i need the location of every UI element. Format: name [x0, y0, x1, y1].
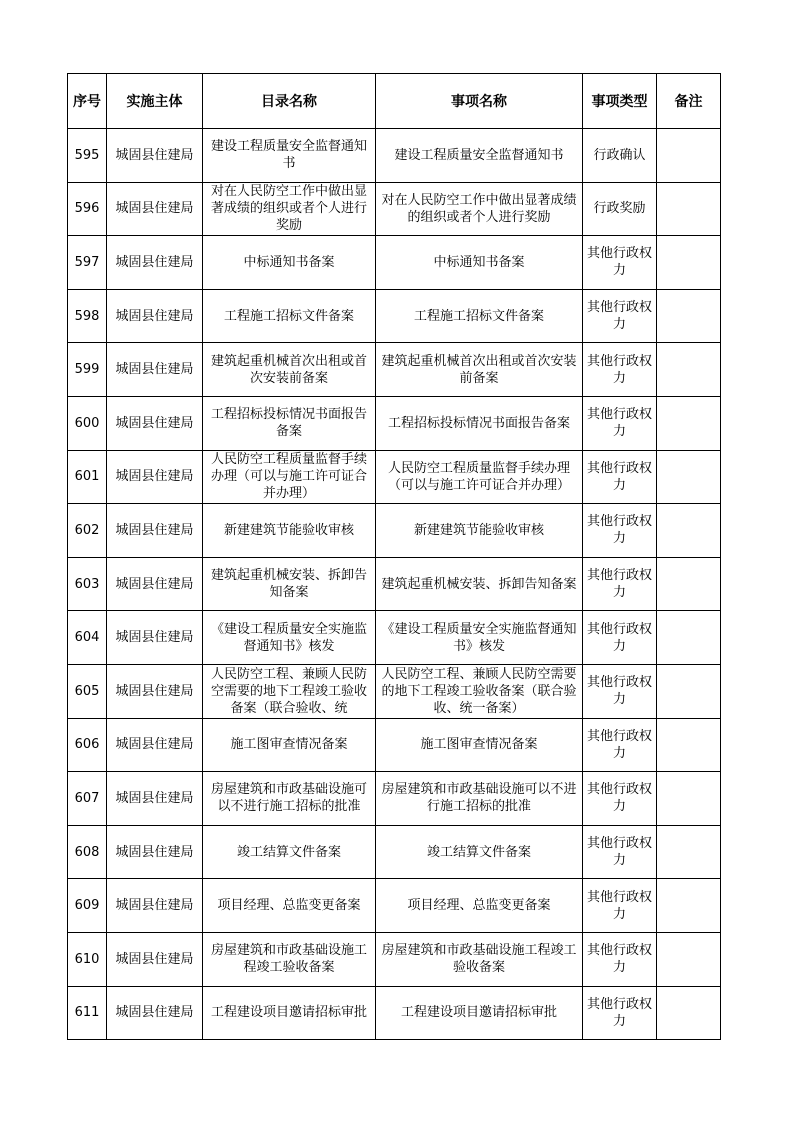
- catalog-name-cell: [203, 557, 376, 611]
- agency-cell: [107, 932, 203, 986]
- item-name-cell: [376, 932, 583, 986]
- table-row: [68, 450, 721, 504]
- row-number: [68, 129, 107, 183]
- table-row: [68, 396, 721, 450]
- catalog-name-cell-text: 新建建筑节能验收审核: [223, 522, 354, 538]
- row-number-text: 598: [74, 308, 100, 324]
- row-number-text: 605: [74, 683, 100, 699]
- agency-cell-text: 城固县住建局: [115, 683, 194, 699]
- agency-cell: [107, 504, 203, 558]
- catalog-name-cell: [203, 932, 376, 986]
- row-number-text: 604: [74, 630, 100, 646]
- catalog-name-cell-text: 工程施工招标文件备案: [223, 308, 354, 324]
- item-type-cell: [583, 343, 657, 397]
- note-cell: [657, 611, 721, 665]
- item-name-cell-text: 工程建设项目邀请招标审批: [400, 1005, 557, 1021]
- catalog-name-cell-text: 工程招标投标情况书面报告备案: [210, 407, 367, 440]
- row-number-text: 603: [74, 576, 100, 592]
- item-name-cell-text: 《建设工程质量安全实施监督通知书》核发: [381, 621, 577, 654]
- agency-cell-text: 城固县住建局: [115, 201, 194, 217]
- item-type-cell-text: 其他行政权力: [586, 300, 652, 333]
- row-number-text: 609: [74, 898, 100, 914]
- agency-cell: [107, 289, 203, 343]
- agency-cell-text: 城固县住建局: [115, 790, 194, 806]
- item-type-cell: [583, 504, 657, 558]
- row-number: [68, 879, 107, 933]
- item-table: [67, 73, 721, 1040]
- agency-cell: [107, 718, 203, 772]
- row-number-text: 601: [74, 469, 100, 485]
- item-type-cell: [583, 557, 657, 611]
- agency-cell: [107, 879, 203, 933]
- item-name-cell: [376, 664, 583, 718]
- agency-cell: [107, 772, 203, 826]
- note-cell: [657, 450, 721, 504]
- item-name-cell: [376, 986, 583, 1040]
- row-number-text: 596: [74, 201, 100, 217]
- agency-cell-text: 城固县住建局: [115, 362, 194, 378]
- item-type-cell: [583, 718, 657, 772]
- agency-cell-text: 城固县住建局: [115, 522, 194, 538]
- catalog-name-cell: [203, 236, 376, 290]
- item-type-cell-text: 其他行政权力: [586, 728, 652, 761]
- item-name-cell: [376, 718, 583, 772]
- item-type-cell: [583, 772, 657, 826]
- row-number: [68, 450, 107, 504]
- row-number-text: 600: [74, 415, 100, 431]
- row-number: [68, 986, 107, 1040]
- catalog-name-cell-text: 房屋建筑和市政基础设施工程竣工验收备案: [210, 943, 367, 976]
- item-type-cell-text: 其他行政权力: [586, 353, 652, 386]
- row-number: [68, 504, 107, 558]
- catalog-name-cell: [203, 396, 376, 450]
- note-cell: [657, 557, 721, 611]
- agency-cell: [107, 664, 203, 718]
- agency-cell-text: 城固县住建局: [115, 737, 194, 753]
- agency-cell: [107, 129, 203, 183]
- item-name-cell: [376, 396, 583, 450]
- item-name-cell: [376, 504, 583, 558]
- agency-cell: [107, 396, 203, 450]
- agency-cell: [107, 236, 203, 290]
- item-type-cell: [583, 289, 657, 343]
- item-name-cell-text: 房屋建筑和市政基础设施工程竣工验收备案: [381, 943, 577, 976]
- item-type-cell-text: 其他行政权力: [586, 782, 652, 815]
- item-type-cell: [583, 879, 657, 933]
- row-number-text: 597: [74, 254, 100, 270]
- catalog-name-cell-text: 竣工结算文件备案: [236, 844, 341, 860]
- catalog-name-cell-text: 中标通知书备案: [243, 254, 335, 270]
- item-name-cell-text: 建设工程质量安全监督通知书: [394, 147, 564, 163]
- row-number: [68, 343, 107, 397]
- row-number: [68, 718, 107, 772]
- table-row: [68, 557, 721, 611]
- item-name-cell-text: 建筑起重机械首次出租或首次安装前备案: [381, 353, 577, 386]
- header-no: 序号: [68, 74, 107, 129]
- note-cell: [657, 504, 721, 558]
- item-name-cell-text: 人民防空工程、兼顾人民防空需要的地下工程竣工验收备案（联合验收、统一备案）: [381, 666, 577, 716]
- item-type-cell-text: 其他行政权力: [586, 889, 652, 922]
- item-type-cell-text: 行政奖励: [593, 201, 646, 217]
- item-name-cell: [376, 611, 583, 665]
- table-row: [68, 236, 721, 290]
- item-type-cell: [583, 182, 657, 236]
- header-agency: 实施主体: [107, 74, 203, 129]
- item-name-cell-text: 项目经理、总监变更备案: [407, 898, 551, 914]
- note-cell: [657, 825, 721, 879]
- note-cell: [657, 129, 721, 183]
- item-name-cell-text: 人民防空工程质量监督手续办理（可以与施工许可证合并办理）: [387, 460, 570, 493]
- header-note: 备注: [657, 74, 721, 129]
- catalog-name-cell-text: 对在人民防空工作中做出显著成绩的组织或者个人进行奖励: [210, 184, 367, 234]
- catalog-name-cell-text: 《建设工程质量安全实施监督通知书》核发: [210, 621, 367, 654]
- item-type-cell-text: 其他行政权力: [586, 460, 652, 493]
- catalog-name-cell-text: 人民防空工程质量监督手续办理（可以与施工许可证合并办理）: [210, 452, 367, 502]
- catalog-name-cell-text: 施工图审查情况备案: [230, 737, 348, 753]
- table-row: [68, 129, 721, 183]
- agency-cell-text: 城固县住建局: [115, 147, 194, 163]
- catalog-name-cell-text: 建筑起重机械安装、拆卸告知备案: [210, 568, 367, 601]
- catalog-name-cell-text: 项目经理、总监变更备案: [217, 898, 361, 914]
- item-type-cell-text: 其他行政权力: [586, 407, 652, 440]
- note-cell: [657, 182, 721, 236]
- row-number: [68, 772, 107, 826]
- note-cell: [657, 664, 721, 718]
- table-row: [68, 289, 721, 343]
- item-type-cell-text: 其他行政权力: [586, 621, 652, 654]
- catalog-name-cell: [203, 129, 376, 183]
- table-row: [68, 772, 721, 826]
- item-name-cell-text: 竣工结算文件备案: [426, 844, 531, 860]
- header-catalog: 目录名称: [203, 74, 376, 129]
- item-name-cell-text: 建筑起重机械安装、拆卸告知备案: [381, 576, 577, 592]
- item-type-cell-text: 其他行政权力: [586, 514, 652, 547]
- item-type-cell-text: 其他行政权力: [586, 836, 652, 869]
- table-row: [68, 718, 721, 772]
- item-name-cell-text: 工程招标投标情况书面报告备案: [387, 415, 570, 431]
- catalog-name-cell: [203, 504, 376, 558]
- agency-cell-text: 城固县住建局: [115, 308, 194, 324]
- item-type-cell: [583, 396, 657, 450]
- catalog-name-cell-text: 建设工程质量安全监督通知书: [210, 139, 367, 172]
- row-number-text: 610: [74, 951, 100, 967]
- row-number: [68, 236, 107, 290]
- table-row: [68, 986, 721, 1040]
- agency-cell: [107, 611, 203, 665]
- item-type-cell: [583, 986, 657, 1040]
- agency-cell-text: 城固县住建局: [115, 415, 194, 431]
- item-type-cell: [583, 129, 657, 183]
- note-cell: [657, 343, 721, 397]
- row-number: [68, 611, 107, 665]
- catalog-name-cell: [203, 718, 376, 772]
- item-name-cell-text: 新建建筑节能验收审核: [413, 522, 544, 538]
- note-cell: [657, 396, 721, 450]
- table-row: [68, 611, 721, 665]
- catalog-name-cell: [203, 825, 376, 879]
- header-item: 事项名称: [376, 74, 583, 129]
- row-number-text: 595: [74, 147, 100, 163]
- item-type-cell: [583, 611, 657, 665]
- note-cell: [657, 289, 721, 343]
- header-type: 事项类型: [583, 74, 657, 129]
- catalog-name-cell: [203, 611, 376, 665]
- catalog-name-cell: [203, 450, 376, 504]
- item-name-cell: [376, 450, 583, 504]
- catalog-name-cell: [203, 664, 376, 718]
- agency-cell: [107, 825, 203, 879]
- note-cell: [657, 879, 721, 933]
- agency-cell: [107, 986, 203, 1040]
- item-type-cell: [583, 236, 657, 290]
- agency-cell: [107, 557, 203, 611]
- row-number-text: 606: [74, 737, 100, 753]
- item-name-cell-text: 施工图审查情况备案: [420, 737, 538, 753]
- agency-cell-text: 城固县住建局: [115, 898, 194, 914]
- row-number: [68, 932, 107, 986]
- agency-cell-text: 城固县住建局: [115, 254, 194, 270]
- item-name-cell: [376, 825, 583, 879]
- agency-cell: [107, 182, 203, 236]
- item-type-cell: [583, 932, 657, 986]
- catalog-name-cell: [203, 879, 376, 933]
- catalog-name-cell-text: 建筑起重机械首次出租或首次安装前备案: [210, 353, 367, 386]
- row-number: [68, 396, 107, 450]
- note-cell: [657, 236, 721, 290]
- item-name-cell: [376, 182, 583, 236]
- table-row: [68, 932, 721, 986]
- row-number-text: 607: [74, 790, 100, 806]
- header-row: [68, 74, 721, 129]
- item-type-cell-text: 其他行政权力: [586, 996, 652, 1029]
- catalog-name-cell-text: 人民防空工程、兼顾人民防空需要的地下工程竣工验收备案（联合验收、统: [210, 666, 367, 716]
- row-number-text: 611: [74, 1005, 100, 1021]
- catalog-name-cell: [203, 772, 376, 826]
- item-type-cell: [583, 825, 657, 879]
- item-name-cell-text: 房屋建筑和市政基础设施可以不进行施工招标的批准: [381, 782, 577, 815]
- row-number-text: 602: [74, 522, 100, 538]
- item-name-cell-text: 中标通知书备案: [433, 254, 525, 270]
- row-number-text: 599: [74, 362, 100, 378]
- item-name-cell: [376, 343, 583, 397]
- item-name-cell: [376, 289, 583, 343]
- note-cell: [657, 986, 721, 1040]
- row-number: [68, 289, 107, 343]
- item-name-cell: [376, 772, 583, 826]
- table-row: [68, 504, 721, 558]
- table-row: [68, 825, 721, 879]
- item-type-cell: [583, 450, 657, 504]
- item-type-cell-text: 其他行政权力: [586, 246, 652, 279]
- item-type-cell-text: 其他行政权力: [586, 943, 652, 976]
- agency-cell-text: 城固县住建局: [115, 469, 194, 485]
- agency-cell-text: 城固县住建局: [115, 630, 194, 646]
- row-number: [68, 825, 107, 879]
- item-type-cell: [583, 664, 657, 718]
- note-cell: [657, 932, 721, 986]
- item-type-cell-text: 其他行政权力: [586, 568, 652, 601]
- agency-cell: [107, 343, 203, 397]
- catalog-name-cell: [203, 986, 376, 1040]
- row-number: [68, 557, 107, 611]
- agency-cell-text: 城固县住建局: [115, 951, 194, 967]
- note-cell: [657, 772, 721, 826]
- agency-cell: [107, 450, 203, 504]
- catalog-name-cell-text: 工程建设项目邀请招标审批: [210, 1005, 367, 1021]
- agency-cell-text: 城固县住建局: [115, 1005, 194, 1021]
- row-number: [68, 664, 107, 718]
- table-row: [68, 343, 721, 397]
- catalog-name-cell-text: 房屋建筑和市政基础设施可以不进行施工招标的批准: [210, 782, 367, 815]
- item-name-cell-text: 工程施工招标文件备案: [413, 308, 544, 324]
- item-type-cell-text: 行政确认: [593, 147, 646, 163]
- table-row: [68, 182, 721, 236]
- item-name-cell-text: 对在人民防空工作中做出显著成绩的组织或者个人进行奖励: [381, 192, 577, 225]
- note-cell: [657, 718, 721, 772]
- item-name-cell: [376, 879, 583, 933]
- item-name-cell: [376, 236, 583, 290]
- catalog-name-cell: [203, 343, 376, 397]
- catalog-name-cell: [203, 182, 376, 236]
- item-name-cell: [376, 557, 583, 611]
- catalog-name-cell: [203, 289, 376, 343]
- table-row: [68, 879, 721, 933]
- agency-cell-text: 城固县住建局: [115, 844, 194, 860]
- row-number: [68, 182, 107, 236]
- item-type-cell-text: 其他行政权力: [586, 675, 652, 708]
- item-name-cell: [376, 129, 583, 183]
- table-row: [68, 664, 721, 718]
- agency-cell-text: 城固县住建局: [115, 576, 194, 592]
- row-number-text: 608: [74, 844, 100, 860]
